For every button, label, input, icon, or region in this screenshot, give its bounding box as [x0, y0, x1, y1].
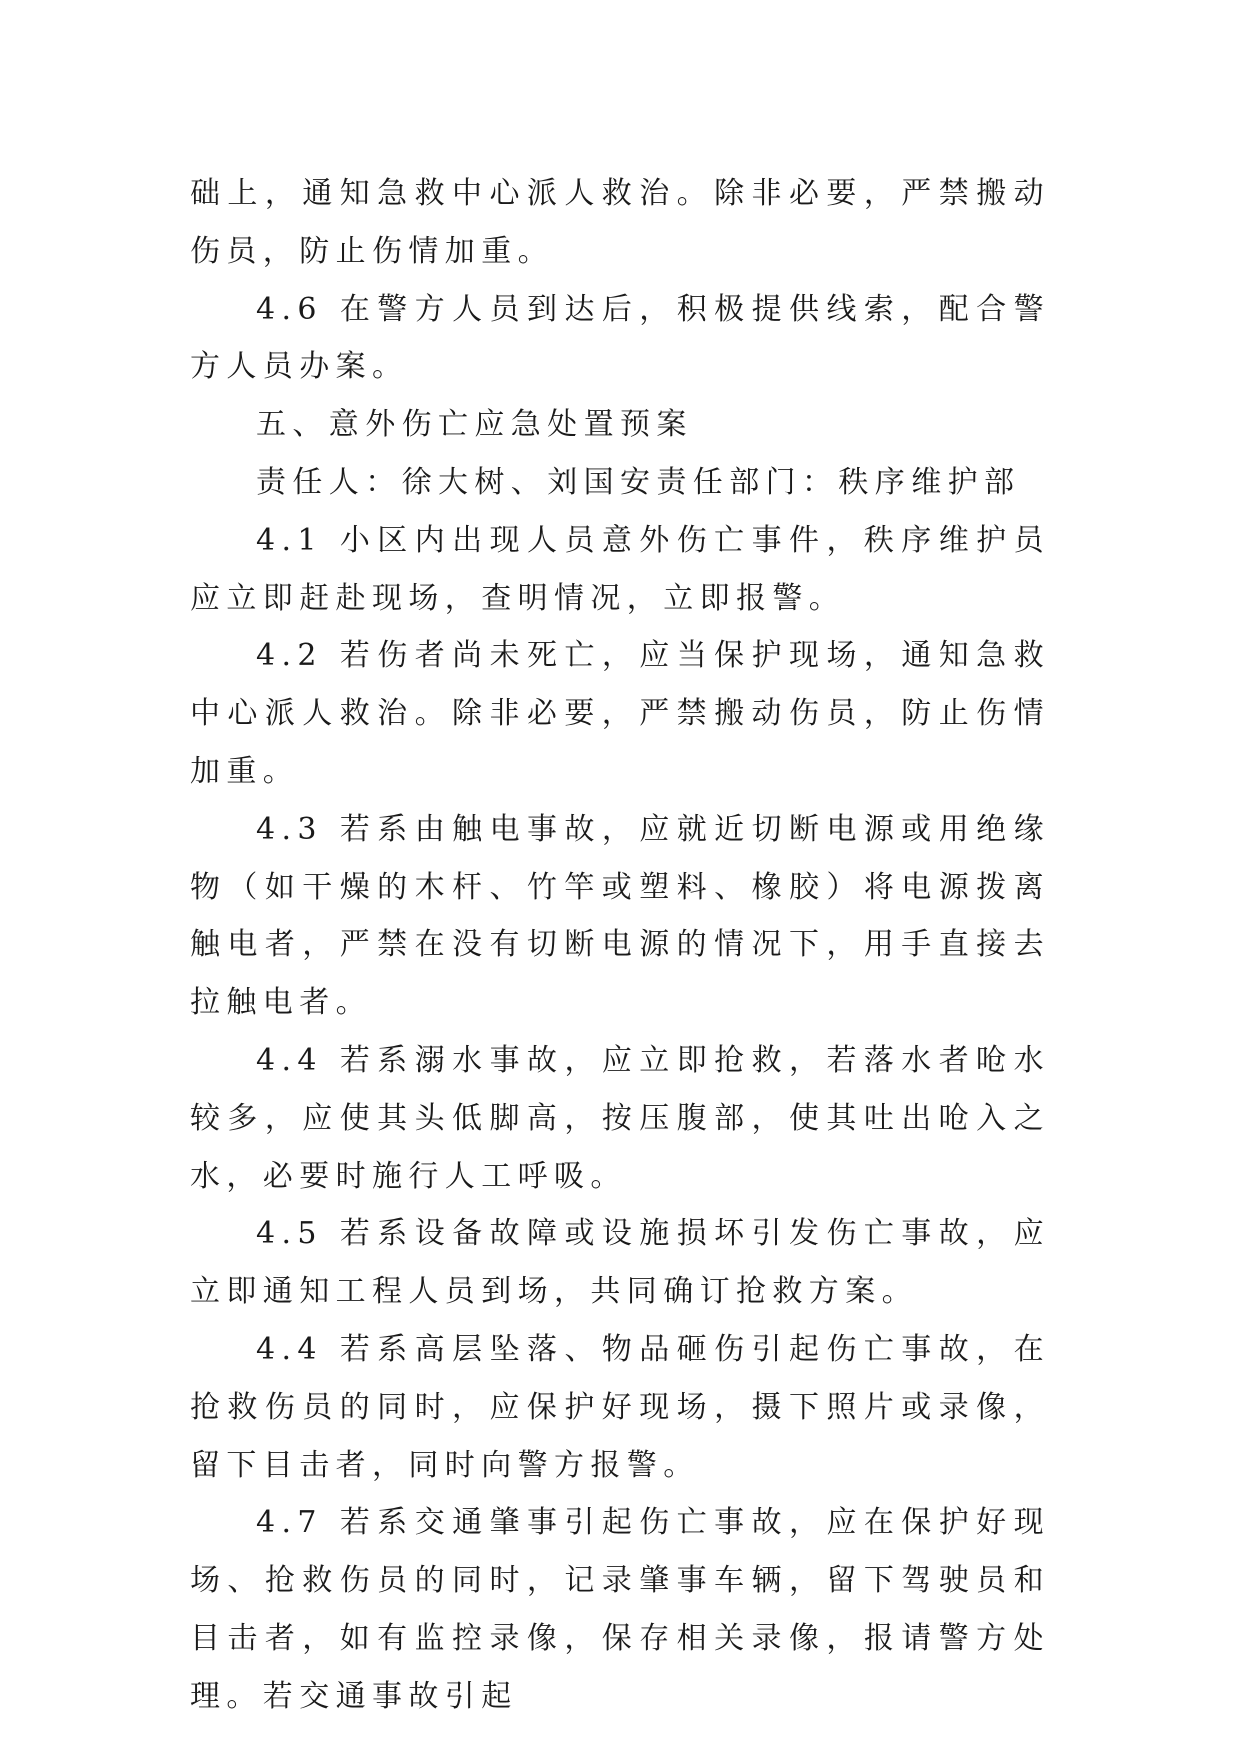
- section-heading: 五、意外伤亡应急处置预案: [256, 407, 693, 443]
- paragraph-4-2: 4.2 若伤者尚未死亡，应当保护现场，通知急救中心派人救治。除非必要，严禁搬动伤员，防止伤情加重。: [190, 638, 1050, 789]
- paragraph-4-3: 4.3 若系由触电事故，应就近切断电源或用绝缘物（如干燥的木杆、竹竿或塑料、橡胶）将电源拨离触电者，严禁在没有切断电源的情况下，用手直接去拉触电者。: [190, 811, 1050, 1021]
- document-body: [190, 165, 1050, 1726]
- paragraph-4-4-drowning: 4.4 若系溺水事故，应立即抢救，若落水者呛水较多，应使其头低脚高，按压腹部，使其吐出呛入之水，必要时施行人工呼吸。: [190, 1042, 1050, 1194]
- paragraph-4-5: 4.5 若系设备故障或设施损坏引发伤亡事故，应立即通知工程人员到场，共同确订抢救方案。: [190, 1216, 1050, 1310]
- paragraph-4-6: 4.6 在警方人员到达后，积极提供线索，配合警方人员办案。: [190, 291, 1050, 385]
- paragraph-continuation: 础上，通知急救中心派人救治。除非必要，严禁搬动伤员，防止伤情加重。: [190, 176, 1050, 269]
- responsible-person-line: 责任人：徐大树、刘国安责任部门：秩序维护部: [256, 464, 1021, 500]
- paragraph-4-1: 4.1 小区内出现人员意外伤亡事件，秩序维护员应立即赶赴现场，查明情况，立即报警。: [190, 522, 1050, 616]
- paragraph-4-7: 4.7 若系交通肇事引起伤亡事故，应在保护好现场、抢救伤员的同时，记录肇事车辆，留下驾驶员和目击者，如有监控录像，保存相关录像，报请警方处理。若交通事故引起: [190, 1505, 1050, 1714]
- paragraph-4-4-falling: 4.4 若系高层坠落、物品砸伤引起伤亡事故，在抢救伤员的同时，应保护好现场，摄下照片或录像，留下目击者，同时向警方报警。: [190, 1331, 1050, 1483]
